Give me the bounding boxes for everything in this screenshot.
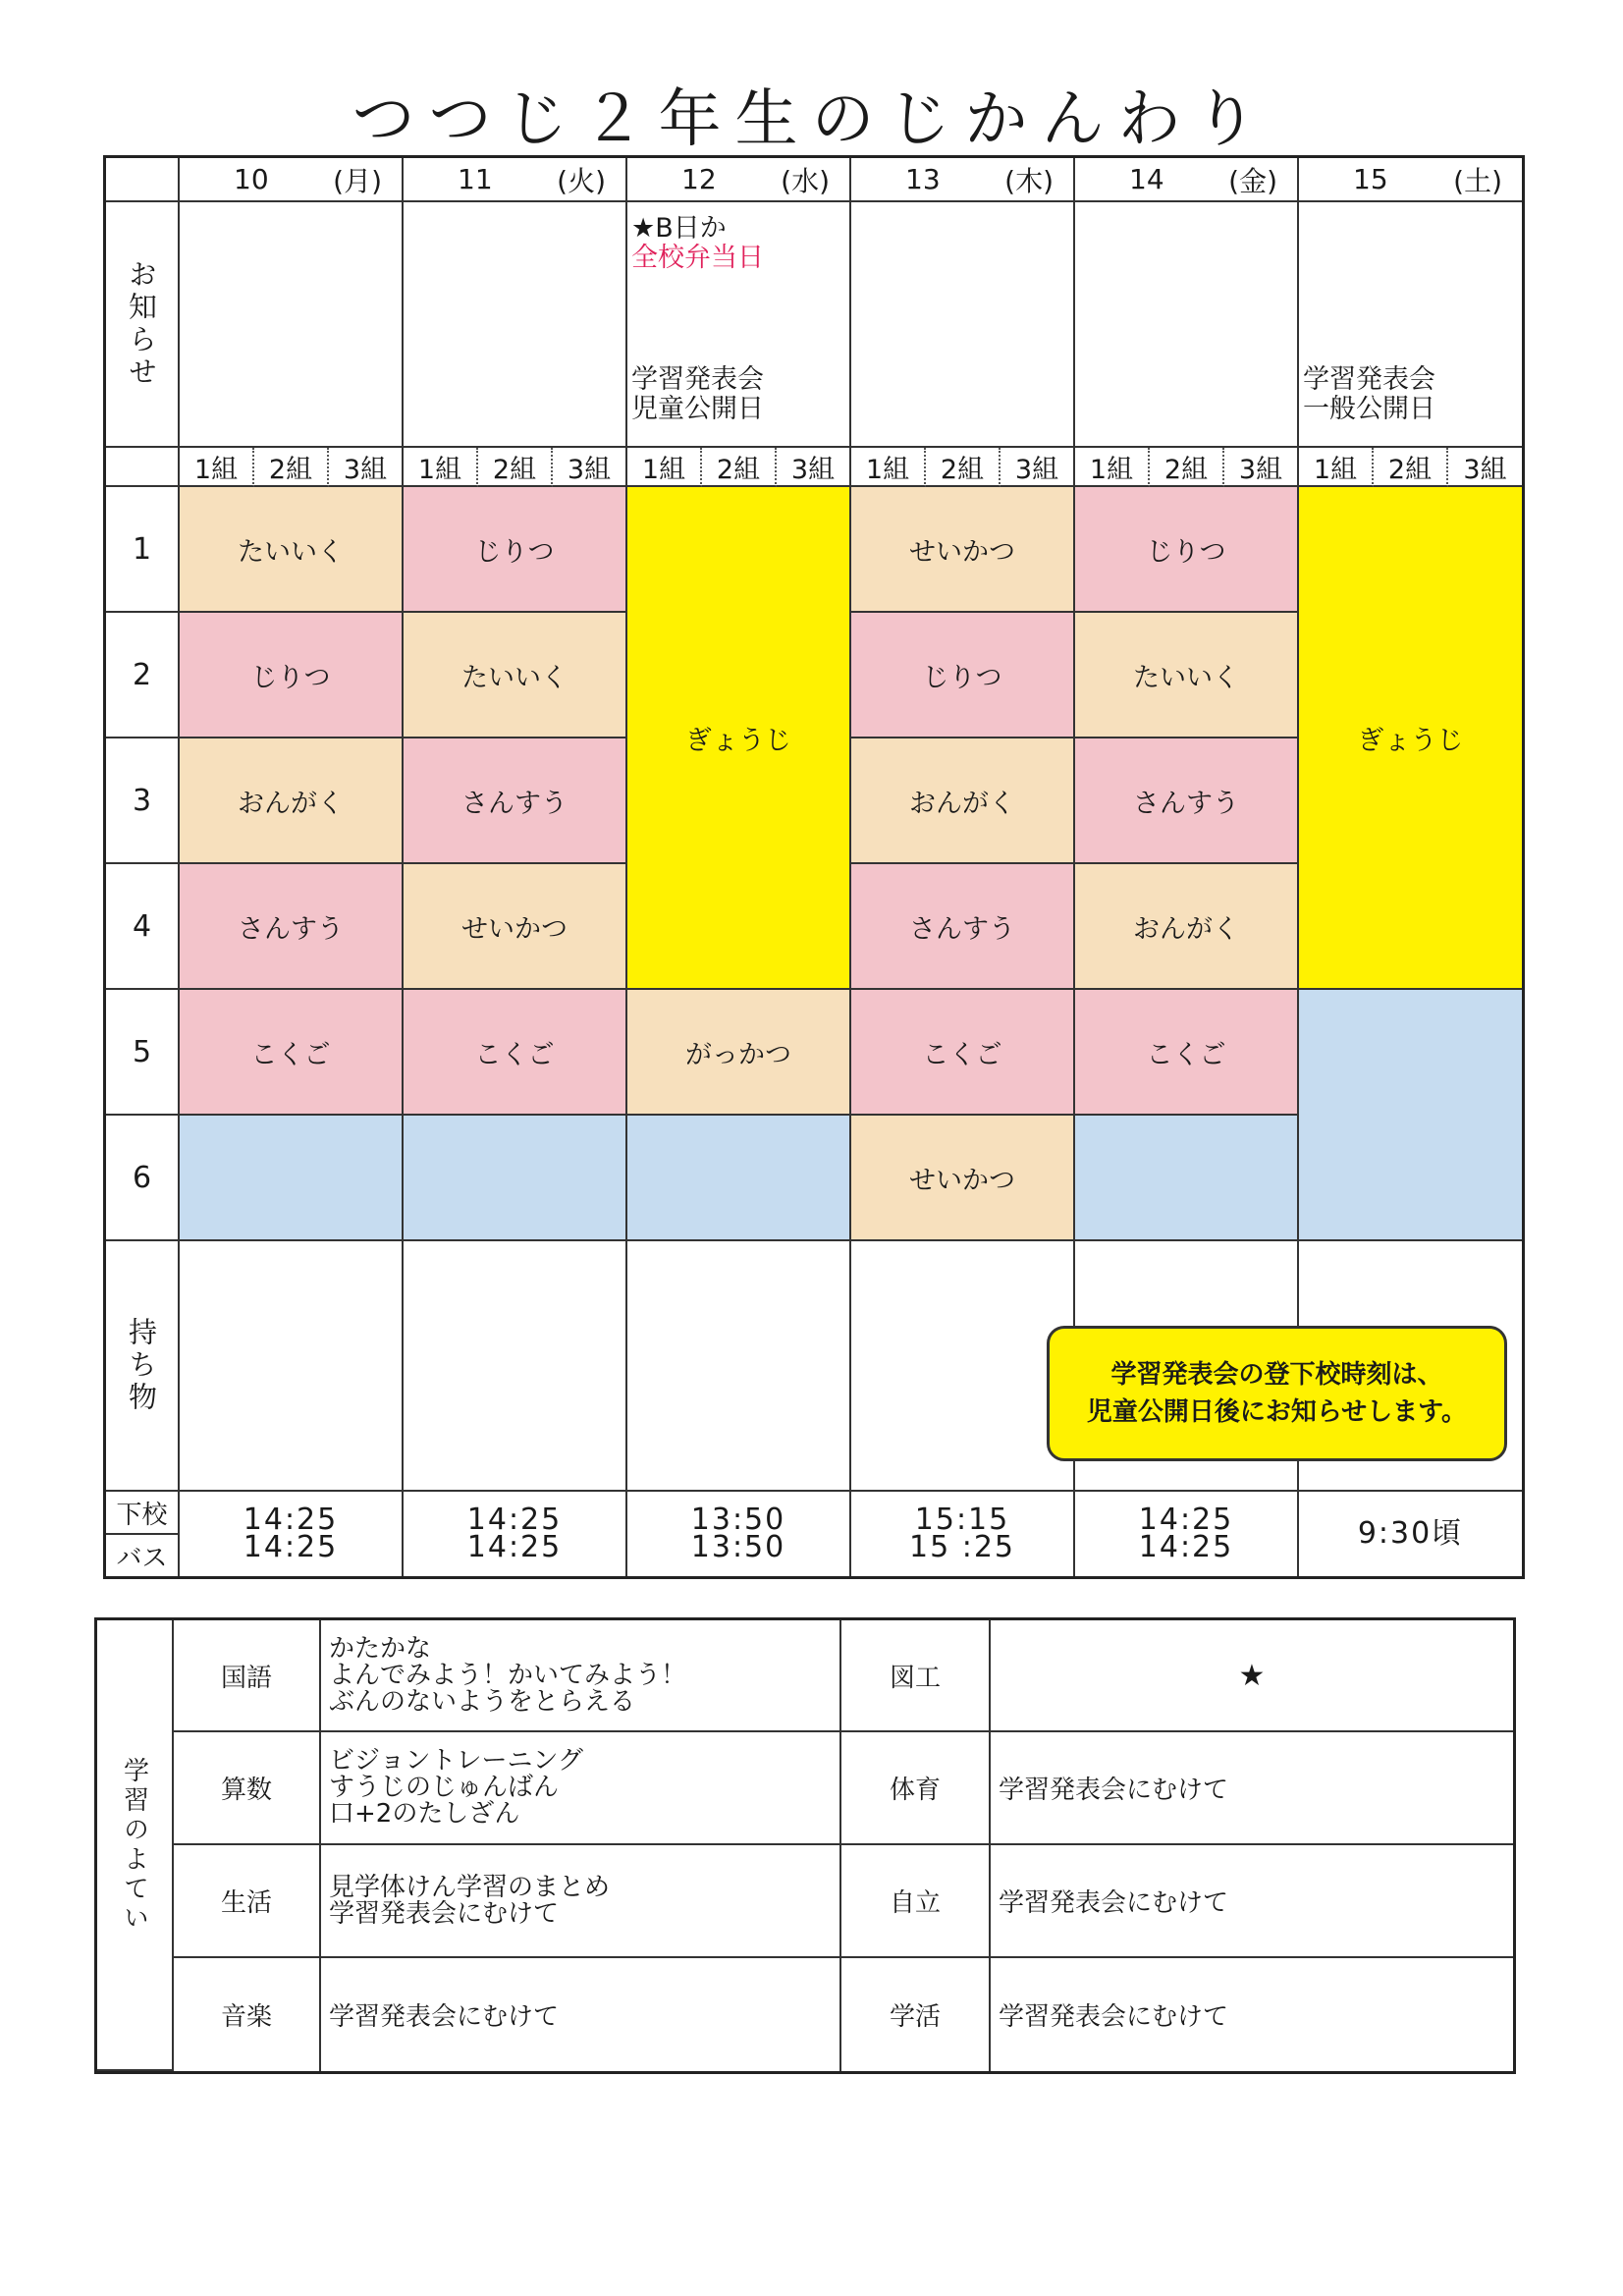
subject-plan: 学習発表会にむけて [321,1958,841,2071]
notice-text: ★B日か [631,213,727,244]
subject-plan: 学習発表会にむけて [991,1845,1513,1958]
day-date: 13 [905,163,941,195]
class-header: 2組 [1150,448,1224,487]
period-label: 3 [106,738,180,864]
time-sat [1299,1492,1522,1576]
notice-red-text: 全校弁当日 [631,243,764,273]
day-date: 15 [1353,163,1388,195]
subject-plan [321,1620,841,1732]
day-of-week: (水) [781,164,830,197]
time-thu [851,1492,1075,1576]
belongings-thu [851,1241,1075,1492]
period-label: 1 [106,487,180,613]
lesson-fri-5: こくご [1075,990,1299,1116]
class-header: 1組 [1075,448,1150,487]
lesson-fri-4: おんがく [1075,864,1299,990]
period-label: 5 [106,990,180,1116]
class-header: 1組 [180,448,254,487]
class-header: 3組 [1224,448,1299,487]
belongings-wed [627,1241,851,1492]
class-header: 1組 [1299,448,1374,487]
study-plan-label: 学習のよてい [97,1620,174,2071]
subject-label: 図工 [841,1620,991,1732]
subject-label: 学活 [841,1958,991,2071]
plan-line: ぶんのないようをとらえる [329,1686,636,1717]
time-fri [1075,1492,1299,1576]
plan-line: 見学体けん学習のまとめ [329,1872,611,1902]
class-header: 2組 [478,448,553,487]
notice-tue [404,202,627,448]
dismissal-time: 9:30頃 [1357,1516,1464,1551]
subject-plan [321,1845,841,1958]
subject-label: 生活 [174,1845,321,1958]
dismissal-time: 13:50 [690,1503,786,1537]
notice-mon [180,202,404,448]
plan-line: すうじのじゅんばん [329,1773,560,1802]
class-header: 1組 [404,448,478,487]
study-plan-table [94,1617,1516,2074]
period-label: 2 [106,613,180,738]
lesson-fri-3: さんすう [1075,738,1299,864]
notice-text: 一般公開日 [1303,394,1435,424]
subject-plan: 学習発表会にむけて [999,2002,1229,2032]
day-header-thu [851,158,1075,202]
subject-plan: 学習発表会にむけて [991,1732,1513,1845]
dismissal-time: 14:25 [243,1503,339,1537]
day-header-mon [180,158,404,202]
lesson-tue-3: さんすう [404,738,627,864]
day-header-wed [627,158,851,202]
page-title: つつじ２年生のじかんわり [352,83,1271,156]
belongings-label: 持ち物 [106,1241,180,1492]
lesson-tue-5: こくご [404,990,627,1116]
lesson-mon-5: こくご [180,990,404,1116]
period-label: 4 [106,864,180,990]
lesson-mon-6 [180,1116,404,1241]
plan-line: ビジョントレーニング [329,1746,583,1776]
lesson-thu-5: こくご [851,990,1075,1116]
notice-text: 学習発表会 [1303,364,1435,395]
class-header: 3組 [1448,448,1522,487]
dismissal-time-callout [1047,1326,1507,1461]
class-header: 2組 [926,448,1001,487]
day-header-tue [404,158,627,202]
bus-time: 14:25 [466,1530,563,1564]
belongings-tue [404,1241,627,1492]
dismissal-time: 14:25 [466,1503,563,1537]
notice-wed [627,202,851,448]
subject-label: 音楽 [174,1958,321,2071]
day-date: 10 [234,163,269,195]
lesson-mon-3: おんがく [180,738,404,864]
subject-label: 体育 [841,1732,991,1845]
notice-sat [1299,202,1522,448]
lesson-sat-event: ぎょうじ [1299,487,1522,990]
bus-time: 13:50 [690,1530,786,1564]
class-header: 3組 [553,448,627,487]
lesson-thu-1: せいかつ [851,487,1075,613]
lesson-mon-2: じりつ [180,613,404,738]
lesson-tue-2: たいいく [404,613,627,738]
subject-label: 国語 [174,1620,321,1732]
class-header: 2組 [254,448,329,487]
class-header: 3組 [777,448,851,487]
lesson-thu-4: さんすう [851,864,1075,990]
plan-line: 学習発表会にむけて [329,1898,560,1929]
subject-plan: ★ [991,1620,1513,1732]
lesson-mon-4: さんすう [180,864,404,990]
lesson-sat-5-6 [1299,990,1522,1241]
lesson-tue-4: せいかつ [404,864,627,990]
dismissal-label: 下校 [106,1492,180,1535]
dismissal-time: 14:25 [1138,1503,1234,1537]
notice-thu [851,202,1075,448]
callout-line: 児童公開日後にお知らせします。 [1086,1397,1468,1427]
class-header: 2組 [1374,448,1448,487]
lesson-fri-1: じりつ [1075,487,1299,613]
day-of-week: (火) [557,164,606,197]
day-of-week: (月) [333,164,382,197]
notice-label: お知らせ [106,202,180,448]
belongings-mon [180,1241,404,1492]
lesson-thu-3: おんがく [851,738,1075,864]
day-header-sat [1299,158,1522,202]
bus-time: 14:25 [1138,1530,1234,1564]
class-header: 2組 [702,448,777,487]
plan-line: よんでみよう！かいてみよう！ [329,1660,687,1690]
subject-label: 算数 [174,1732,321,1845]
day-date: 11 [458,163,493,195]
notice-text: 児童公開日 [631,394,764,424]
bus-time: 14:25 [243,1530,339,1564]
time-wed [627,1492,851,1576]
day-of-week: (木) [1004,164,1054,197]
lesson-thu-2: じりつ [851,613,1075,738]
class-header: 3組 [329,448,404,487]
lesson-mon-1: たいいく [180,487,404,613]
lesson-thu-6: せいかつ [851,1116,1075,1241]
lesson-wed-6 [627,1116,851,1241]
lesson-wed-event: ぎょうじ [627,487,851,990]
day-date: 14 [1129,163,1164,195]
subject-label: 自立 [841,1845,991,1958]
dismissal-time: 15:15 [914,1503,1010,1537]
day-date: 12 [681,163,717,195]
notice-fri [1075,202,1299,448]
callout-line: 学習発表会の登下校時刻は、 [1110,1360,1443,1390]
lesson-fri-2: たいいく [1075,613,1299,738]
plan-line: 口+2のたしざん [329,1799,520,1829]
lesson-wed-5: がっかつ [627,990,851,1116]
bus-time: 15 :25 [909,1530,1015,1564]
lesson-fri-6 [1075,1116,1299,1241]
day-of-week: (土) [1453,164,1502,197]
class-header: 1組 [627,448,702,487]
plan-line: かたかな [329,1633,432,1664]
day-of-week: (金) [1228,164,1277,197]
lesson-tue-1: じりつ [404,487,627,613]
class-header: 1組 [851,448,926,487]
period-label: 6 [106,1116,180,1241]
class-header: 3組 [1001,448,1075,487]
notice-text: 学習発表会 [631,364,764,395]
subject-plan [321,1732,841,1845]
corner-cell [106,158,180,202]
day-header-fri [1075,158,1299,202]
lesson-tue-6 [404,1116,627,1241]
time-tue [404,1492,627,1576]
class-row-label [106,448,180,487]
bus-label: バス [106,1535,180,1576]
time-mon [180,1492,404,1576]
